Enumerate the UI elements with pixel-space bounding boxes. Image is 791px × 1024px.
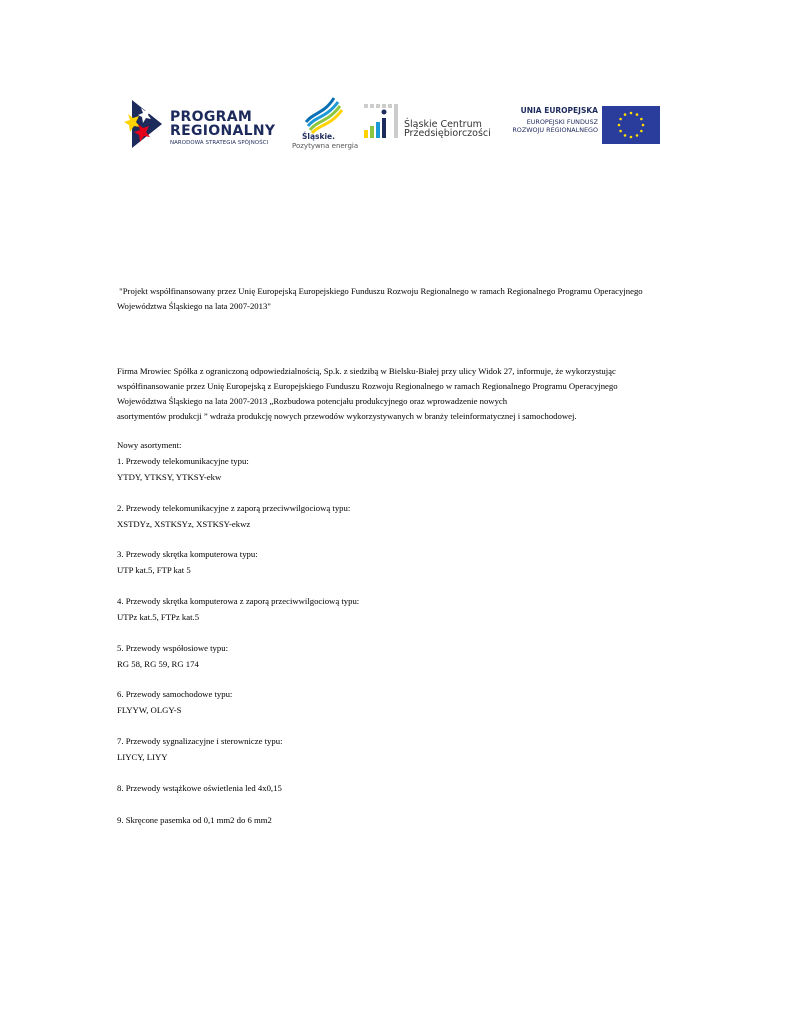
assortment-item-types: FLYYW, OLGY-S (117, 705, 182, 715)
assortment-item-title: 6. Przewody samochodowe typu: (117, 689, 233, 699)
program-regionalny-logo (124, 100, 284, 152)
assortment-item-title: 2. Przewody telekomunikacyjne z zaporą przeciwwilgociową typu: (117, 503, 351, 513)
slaskie-waves-icon (304, 96, 344, 134)
logo-text: NARODOWA STRATEGIA SPÓJNOŚCI (170, 140, 269, 146)
assortment-item-title: 1. Przewody telekomunikacyjne typu: (117, 456, 249, 466)
logo-text: Pozytywna energia (292, 142, 359, 150)
eu-flag-icon (602, 106, 660, 144)
logo-text: Przedsiębiorczości (404, 128, 491, 139)
logo-text: PROGRAM (170, 109, 253, 125)
logo-text: Śląskie. (302, 132, 335, 141)
assortment-item-title: 7. Przewody sygnalizacyjne i sterownicze typu: (117, 736, 283, 746)
assortment-item-title: 5. Przewody współosiowe typu: (117, 643, 228, 653)
logo-text: REGIONALNY (170, 123, 276, 139)
logo-text: Śląskie Centrum (404, 119, 482, 130)
paragraph-line: asortymentów produkcji ” wdraża produkcję nowych przewodów wykorzystywanych w branży teleinformatycznej i samochodowej. (117, 411, 577, 421)
assortment-item-types: YTDY, YTKSY, YTKSY-ekw (117, 472, 222, 482)
assortment-item-types: XSTDYz, XSTKSYz, XSTKSY-ekwz (117, 519, 251, 529)
assortment-item-types: UTP kat.5, FTP kat 5 (117, 565, 191, 575)
paragraph-line: współfinansowanie przez Unię Europejską z Europejskiego Funduszu Rozwoju Regionalnego w ramach Regionalnego Programu Operacyjnego (117, 381, 618, 391)
assortment-item-title: 8. Przewody wstążkowe oświetlenia led 4x0,15 (117, 783, 282, 793)
assortment-item-title: 4. Przewody skrętka komputerowa z zaporą przeciwwilgociową typu: (117, 596, 360, 606)
logo-text: EUROPEJSKI FUNDUSZ (526, 118, 598, 126)
centrum-logo (362, 102, 492, 146)
logo-bar (118, 96, 678, 162)
assortment-item-types: LIYCY, LIYY (117, 752, 168, 762)
paragraph-line: Województwa Śląskiego na lata 2007-2013 „Rozbudowa potencjału produkcyjnego oraz wprowadzenie nowych (117, 396, 508, 406)
assortment-item-title: 3. Przewody skrętka komputerowa typu: (117, 549, 258, 559)
slaskie-logo (292, 96, 364, 158)
company-paragraph (117, 364, 677, 424)
intro-line-1: "Projekt współfinansowany przez Unię Europejską Europejskiego Funduszu Rozwoju Regionalnego w ramach Regionalnego Programu Operacyjnego (117, 286, 643, 296)
intro-line-2: Województwa Śląskiego na lata 2007-2013" (117, 301, 271, 311)
assortment-item-title: 9. Skręcone pasemka od 0,1 mm2 do 6 mm2 (117, 815, 272, 825)
assortment-heading: Nowy asortyment: (117, 440, 182, 450)
centrum-bars-icon (362, 102, 400, 140)
assortment-item-types: RG 58, RG 59, RG 174 (117, 659, 199, 669)
assortment-item-types: UTPz kat.5, FTPz kat.5 (117, 612, 200, 622)
paragraph-line: Firma Mrowiec Spółka z ograniczoną odpowiedzialnością, Sp.k. z siedzibą w Bielsku-Białej przy ulicy Widok 27, informuje, że wykorzystując (117, 366, 616, 376)
logo-text: UNIA EUROPEJSKA (520, 106, 598, 115)
unia-logo (500, 106, 660, 144)
logo-text: ROZWOJU REGIONALNEGO (512, 126, 598, 134)
program-regionalny-icon (124, 100, 164, 148)
